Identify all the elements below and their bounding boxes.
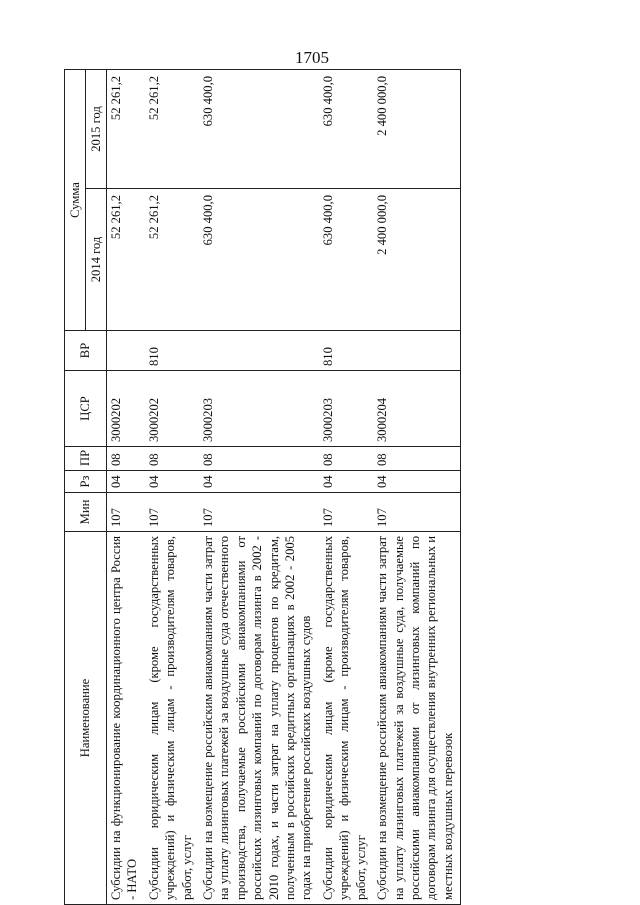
row-name: Субсидии юридическим лицам (кроме государственных учреждений) и физическим лицам - производителям товаров, работ, услуг <box>319 532 373 905</box>
row-csr: 3000204 <box>373 371 461 447</box>
row-min: 107 <box>319 493 373 532</box>
row-sum-2015: 2 400 000,0 <box>373 69 461 188</box>
row-vr <box>199 331 319 371</box>
row-vr: 810 <box>319 331 373 371</box>
row-vr <box>107 331 145 371</box>
row-sum-2014: 630 400,0 <box>199 189 319 331</box>
header-year-2014: 2014 год <box>86 189 107 331</box>
row-csr: 3000202 <box>107 371 145 447</box>
row-vr: 810 <box>145 331 199 371</box>
row-csr: 3000203 <box>319 371 373 447</box>
row-min: 107 <box>107 493 145 532</box>
page-number: 1705 <box>295 48 329 67</box>
row-name: Субсидии на возмещение российским авиакомпаниям части затрат на уплату лизинговых платежей за воздушные суда, получаемые российскими авиакомпаниями от лизинговых компаний по договорам лизинга для осуществления внутренних региональных и местных воздушных перевозок <box>373 532 461 905</box>
header-name: Наименование <box>65 532 107 905</box>
row-rz: 04 <box>145 471 199 493</box>
row-vr <box>373 331 461 371</box>
header-rz: Рз <box>65 471 107 493</box>
row-csr: 3000202 <box>145 371 199 447</box>
row-pr: 08 <box>199 447 319 471</box>
header-sum: Сумма <box>65 69 86 330</box>
row-rz: 04 <box>107 471 145 493</box>
row-sum-2015: 52 261,2 <box>145 69 199 188</box>
row-pr: 08 <box>145 447 199 471</box>
row-name: Субсидии на функционирование координационного центра Россия - НАТО <box>107 532 145 905</box>
row-min: 107 <box>145 493 199 532</box>
header-min: Мин <box>65 493 107 532</box>
row-pr: 08 <box>373 447 461 471</box>
row-name: Субсидии юридическим лицам (кроме государственных учреждений) и физическим лицам - производителям товаров, работ, услуг <box>145 532 199 905</box>
table-row <box>107 69 145 904</box>
row-sum-2015: 630 400,0 <box>319 69 373 188</box>
header-pr: ПР <box>65 447 107 471</box>
table-row <box>199 69 319 904</box>
header-vr: ВР <box>65 331 107 371</box>
row-name: Субсидии на возмещение российским авиакомпаниям части затрат на уплату лизинговых платежей за воздушные суда отечественного производства, получаемые российскими авиакомпаниями от российских лизинговых компаний по договорам лизинга в 2002 - 2010 годах, и части затрат на уплату процентов по кредитам, полученным в российских кредитных организациях в 2002 - 2005 годах на приобретение российских воздушных судов <box>199 532 319 905</box>
row-pr: 08 <box>319 447 373 471</box>
table-row <box>373 69 461 904</box>
row-min: 107 <box>373 493 461 532</box>
row-sum-2014: 52 261,2 <box>145 189 199 331</box>
table-row <box>319 69 373 904</box>
row-rz: 04 <box>319 471 373 493</box>
row-sum-2015: 52 261,2 <box>107 69 145 188</box>
row-pr: 08 <box>107 447 145 471</box>
row-csr: 3000203 <box>199 371 319 447</box>
row-sum-2015: 630 400,0 <box>199 69 319 188</box>
budget-table <box>64 69 461 905</box>
row-sum-2014: 52 261,2 <box>107 189 145 331</box>
row-min: 107 <box>199 493 319 532</box>
row-sum-2014: 630 400,0 <box>319 189 373 331</box>
row-rz: 04 <box>373 471 461 493</box>
table-row <box>145 69 199 904</box>
row-sum-2014: 2 400 000,0 <box>373 189 461 331</box>
header-year-2015: 2015 год <box>86 69 107 188</box>
row-rz: 04 <box>199 471 319 493</box>
rotated-table-sheet <box>64 70 574 905</box>
header-csr: ЦСР <box>65 371 107 447</box>
